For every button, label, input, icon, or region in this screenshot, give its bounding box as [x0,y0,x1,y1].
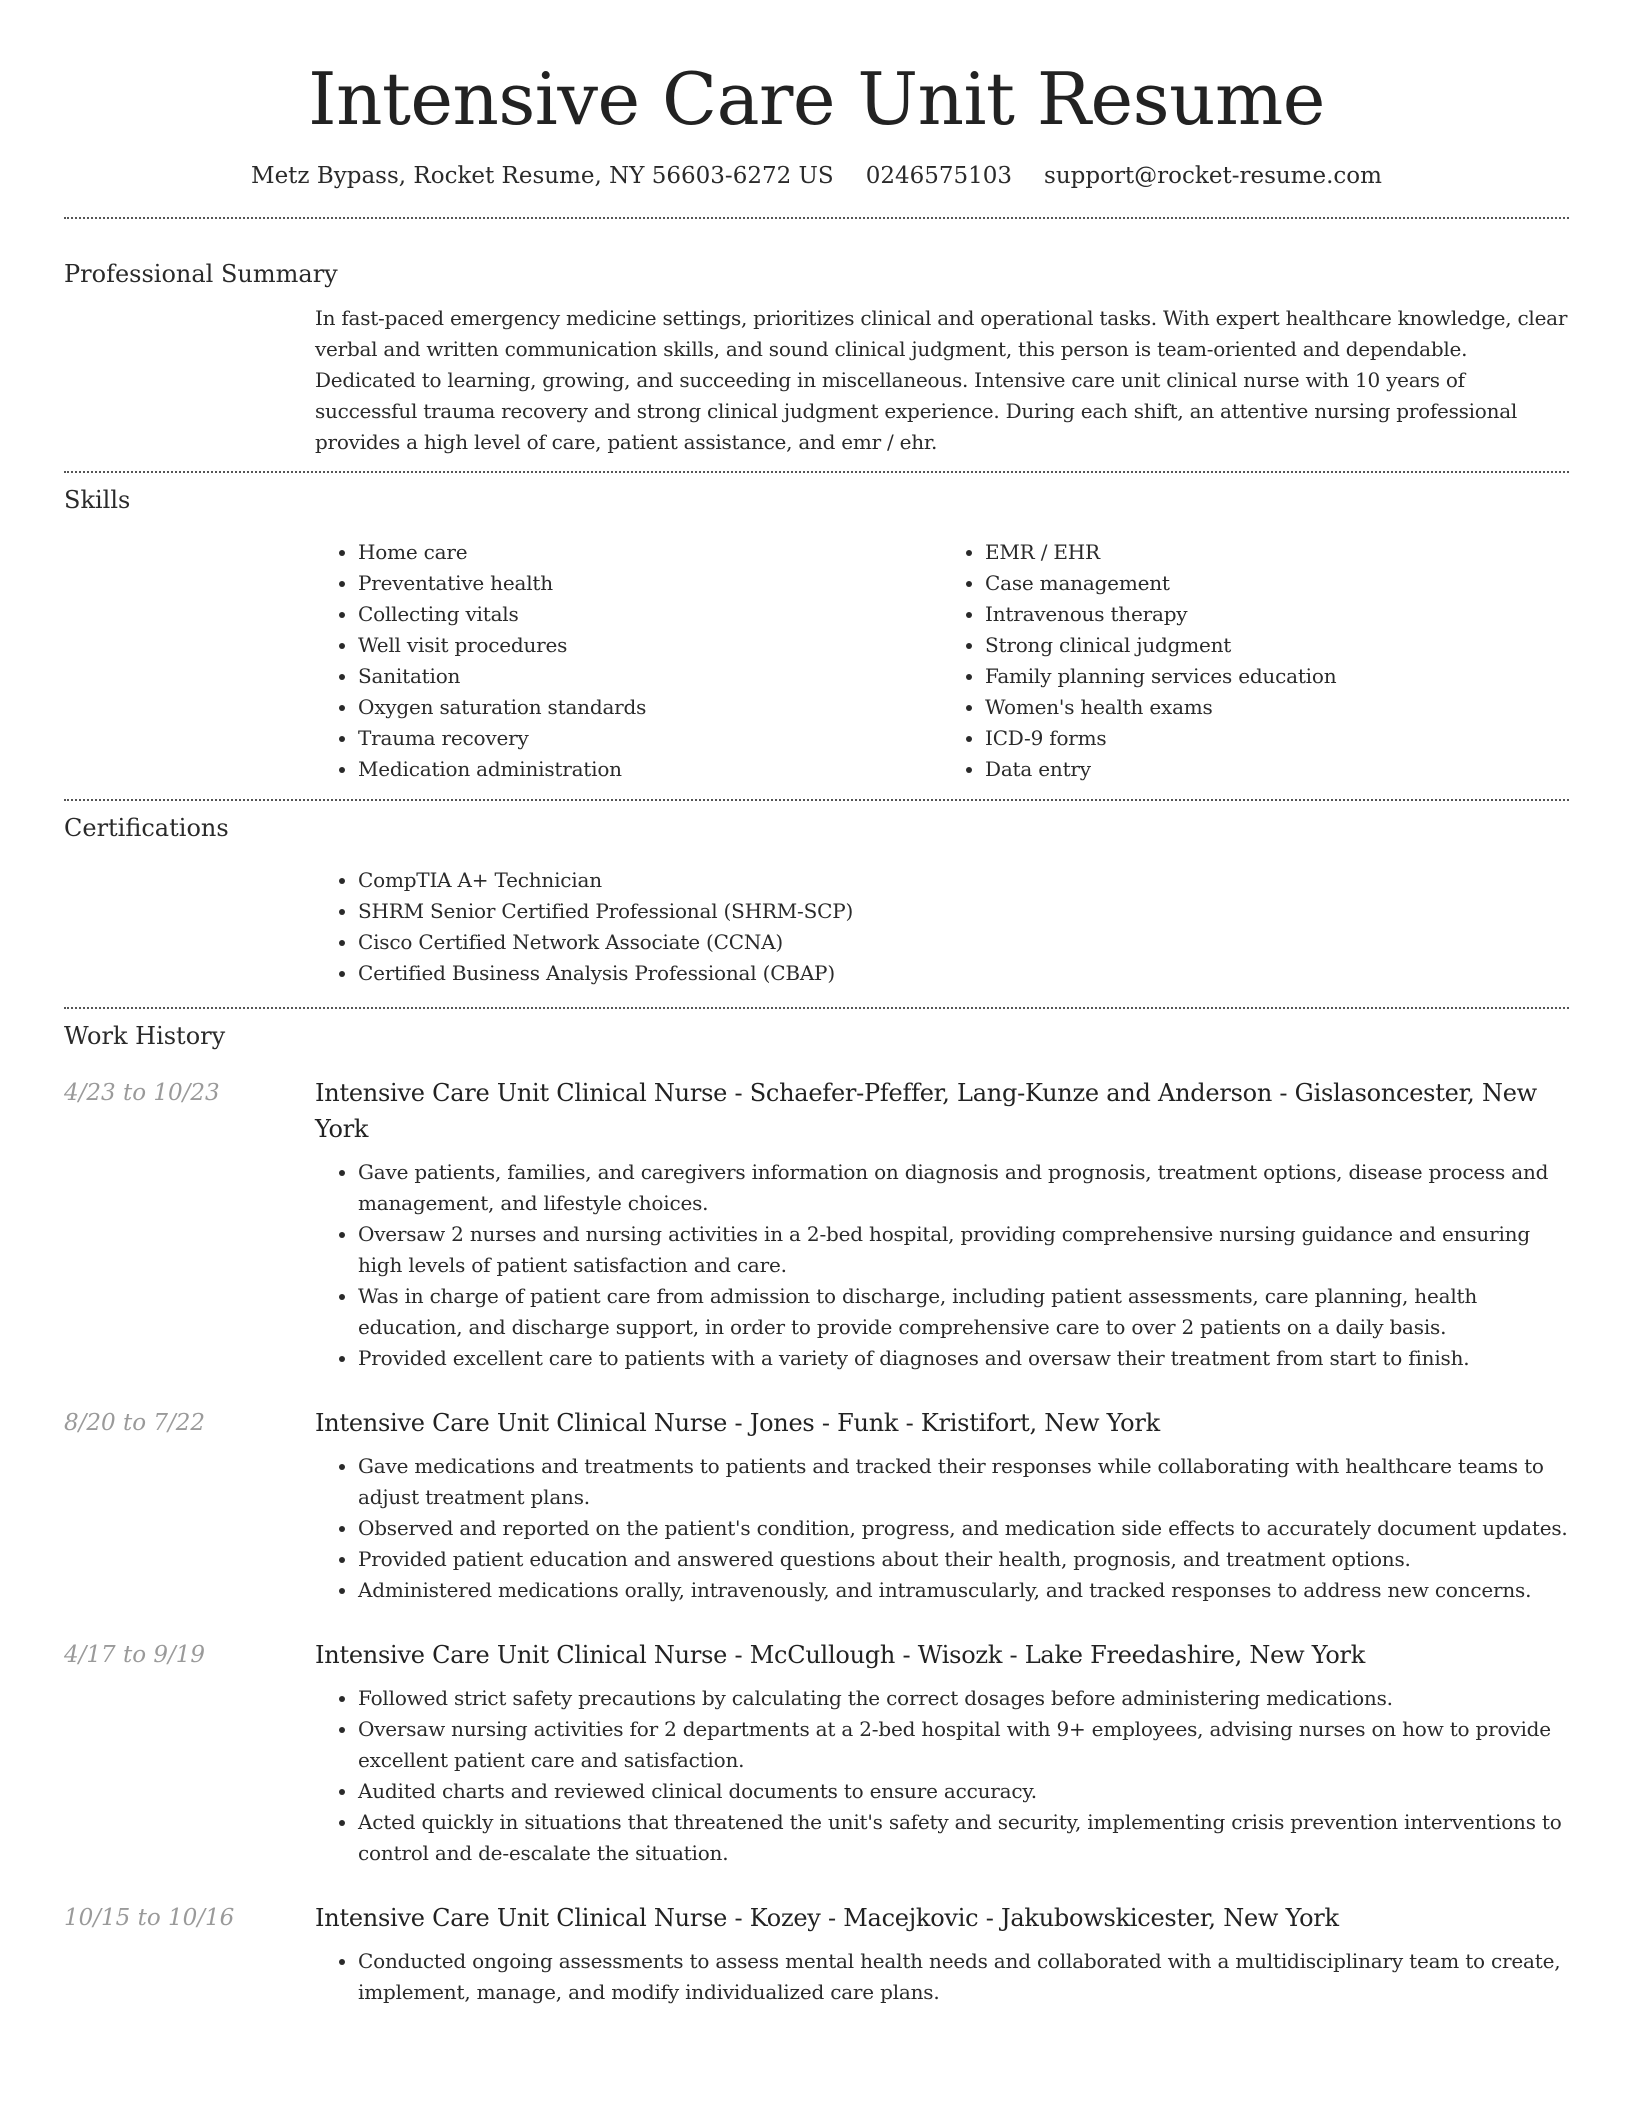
skills-list-right [942,537,1569,785]
job-bullet: • Gave patients, families, and caregivers information on diagnosis and prognosis, treatment options, disease process and management, and lifestyle choices. [358,1157,1569,1219]
skill-item: • Preventative health [358,568,942,599]
job-entry [64,1900,1569,2008]
certification-item: • CompTIA A+ Technician [358,865,1569,896]
job-bullet: • Observed and reported on the patient's condition, progress, and medication side effects to accurately document updates. [358,1513,1569,1544]
job-bullets [315,1683,1569,1869]
certifications-list [315,865,1569,989]
skill-item: • Well visit procedures [358,630,942,661]
certification-item: • Cisco Certified Network Associate (CCNA) [358,927,1569,958]
skill-item: • Home care [358,537,942,568]
certifications-section [64,813,1569,989]
job-bullet: • Oversaw 2 nurses and nursing activities in a 2-bed hospital, providing comprehensive nursing guidance and ensuring high levels of patient satisfaction and care. [358,1219,1569,1281]
job-bullet: • Gave medications and treatments to patients and tracked their responses while collaborating with healthcare teams to adjust treatment plans. [358,1451,1569,1513]
section-title-skills: Skills [64,486,131,514]
contact-line [64,160,1569,192]
divider [64,799,1569,801]
job-bullet: • Audited charts and reviewed clinical documents to ensure accuracy. [358,1776,1569,1807]
divider [64,1007,1569,1009]
job-bullets [315,1946,1569,2008]
job-bullet: • Provided patient education and answered questions about their health, prognosis, and treatment options. [358,1544,1569,1575]
job-bullet: • Oversaw nursing activities for 2 departments at a 2-bed hospital with 9+ employees, advising nurses on how to provide excellent patient care and satisfaction. [358,1714,1569,1776]
job-entry [64,1637,1569,1869]
section-title-summary: Professional Summary [64,260,338,288]
skill-item: • Trauma recovery [358,723,942,754]
resume-title: Intensive Care Unit Resume [308,57,1325,141]
job-bullet: • Provided excellent care to patients with a variety of diagnoses and oversaw their treatment from start to finish. [358,1343,1569,1374]
job-date: 4/17 to 9/19 [64,1642,206,1668]
skill-item: • Collecting vitals [358,599,942,630]
skill-item: • Family planning services education [985,661,1569,692]
contact-address: Metz Bypass, Rocket Resume, NY 56603-6272 US [251,163,834,189]
skill-item: • Medication administration [358,754,942,785]
skill-item: • Sanitation [358,661,942,692]
contact-phone: 0246575103 [865,163,1013,189]
skills-section [64,485,1569,785]
skill-item: • Intravenous therapy [985,599,1569,630]
skill-item: • Strong clinical judgment [985,630,1569,661]
job-entry [64,1075,1569,1374]
job-bullet: • Was in charge of patient care from admission to discharge, including patient assessments, care planning, health education, and discharge support, in order to provide comprehensive care to over 2 patients on a daily basis. [358,1281,1569,1343]
skill-item: • ICD-9 forms [985,723,1569,754]
job-title: Intensive Care Unit Clinical Nurse - Jones - Funk - Kristifort, New York [315,1409,1160,1437]
job-bullet: • Conducted ongoing assessments to assess mental health needs and collaborated with a multidisciplinary team to create, implement, manage, and modify individualized care plans. [358,1946,1569,2008]
job-date: 4/23 to 10/23 [64,1080,220,1106]
job-date: 10/15 to 10/16 [64,1905,235,1931]
summary-section [64,259,1569,458]
certification-item: • SHRM Senior Certified Professional (SHRM-SCP) [358,896,1569,927]
work-history-section [64,1021,1569,2008]
job-bullet: • Acted quickly in situations that threatened the unit's safety and security, implementing crisis prevention interventions to control and de-escalate the situation. [358,1807,1569,1869]
job-title: Intensive Care Unit Clinical Nurse - Schaefer-Pfeffer, Lang-Kunze and Anderson - Gislasoncester, New York [315,1079,1537,1143]
section-title-certifications: Certifications [64,814,229,842]
skill-item: • Case management [985,568,1569,599]
skill-item: • EMR / EHR [985,537,1569,568]
job-bullet: • Followed strict safety precautions by calculating the correct dosages before administering medications. [358,1683,1569,1714]
divider [64,471,1569,473]
job-date: 8/20 to 7/22 [64,1410,206,1436]
skill-item: • Data entry [985,754,1569,785]
resume-page [64,0,1569,2008]
job-title: Intensive Care Unit Clinical Nurse - Kozey - Macejkovic - Jakubowskicester, New York [315,1904,1339,1932]
certification-item: • Certified Business Analysis Professional (CBAP) [358,958,1569,989]
job-bullet: • Administered medications orally, intravenously, and intramuscularly, and tracked responses to address new concerns. [358,1575,1569,1606]
job-bullets [315,1157,1569,1374]
contact-email[interactable]: support@rocket-resume.com [1044,163,1382,189]
skill-item: • Oxygen saturation standards [358,692,942,723]
job-title: Intensive Care Unit Clinical Nurse - McCullough - Wisozk - Lake Freedashire, New York [315,1641,1366,1669]
divider [64,217,1569,219]
skills-list-left [315,537,942,785]
skill-item: • Women's health exams [985,692,1569,723]
section-title-work-history: Work History [64,1022,226,1050]
job-entry [64,1405,1569,1606]
summary-text: In fast-paced emergency medicine settings, prioritizes clinical and operational tasks. With expert healthcare knowledge, clear verbal and written communication skills, and sound clinical judgment, this person is team-oriented and dependable. Dedicated to learning, growing, and succeeding in miscellaneous. Intensive care unit clinical nurse with 10 years of successful trauma recovery and strong clinical judgment experience. During each shift, an attentive nursing professional provides a high level of care, patient assistance, and emr / ehr. [315,306,1568,454]
job-bullets [315,1451,1569,1606]
